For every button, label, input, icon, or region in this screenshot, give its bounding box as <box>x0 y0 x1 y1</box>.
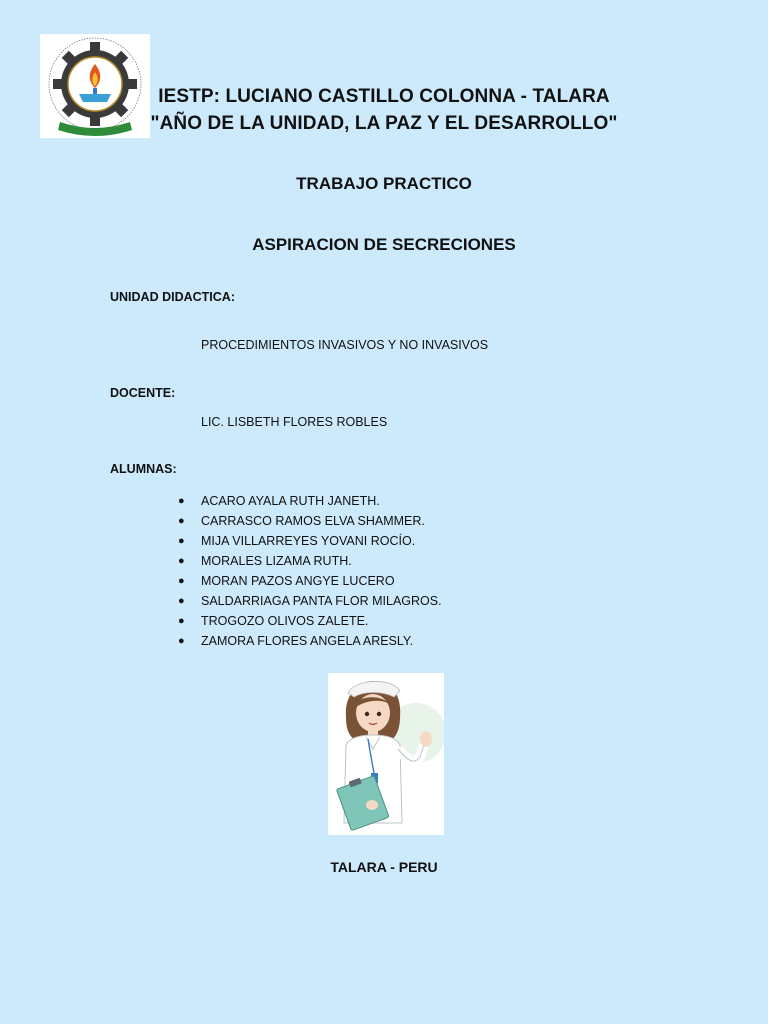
work-type-title: TRABAJO PRACTICO <box>296 174 472 193</box>
list-item: ● ZAMORA FLORES ANGELA ARESLY. <box>176 631 442 651</box>
students-list <box>176 491 442 651</box>
list-item: ● MORAN PAZOS ANGYE LUCERO <box>176 571 442 591</box>
bullet-icon: ● <box>178 575 185 587</box>
list-item: ● TROGOZO OLIVOS ZALETE. <box>176 611 442 631</box>
students-label: ALUMNAS: <box>110 462 177 476</box>
unit-label: UNIDAD DIDACTICA: <box>110 290 235 304</box>
bullet-icon: ● <box>178 495 185 507</box>
list-item: ● ACARO AYALA RUTH JANETH. <box>176 491 442 511</box>
bullet-icon: ● <box>178 615 185 627</box>
bullet-icon: ● <box>178 555 185 567</box>
list-item: ● CARRASCO RAMOS ELVA SHAMMER. <box>176 511 442 531</box>
list-item: ● SALDARRIAGA PANTA FLOR MILAGROS. <box>176 591 442 611</box>
teacher-label: DOCENTE: <box>110 386 176 400</box>
bullet-icon: ● <box>178 515 185 527</box>
topic-title: ASPIRACION DE SECRECIONES <box>252 235 516 254</box>
list-item: ● MORALES LIZAMA RUTH. <box>176 551 442 571</box>
bullet-icon: ● <box>178 535 185 547</box>
footer-location: TALARA - PERU <box>330 859 438 875</box>
unit-value: PROCEDIMIENTOS INVASIVOS Y NO INVASIVOS <box>201 338 489 352</box>
nurse-illustration <box>328 673 444 835</box>
teacher-value: LIC. LISBETH FLORES ROBLES <box>201 415 388 429</box>
nurse-with-clipboard-icon <box>328 673 444 835</box>
institution-name: IESTP: LUCIANO CASTILLO COLONNA - TALARA <box>158 86 610 107</box>
list-item: ● MIJA VILLARREYES YOVANI ROCÍO. <box>176 531 442 551</box>
bullet-icon: ● <box>178 635 185 647</box>
year-motto: "AÑO DE LA UNIDAD, LA PAZ Y EL DESARROLLO" <box>150 113 618 134</box>
bullet-icon: ● <box>178 595 185 607</box>
